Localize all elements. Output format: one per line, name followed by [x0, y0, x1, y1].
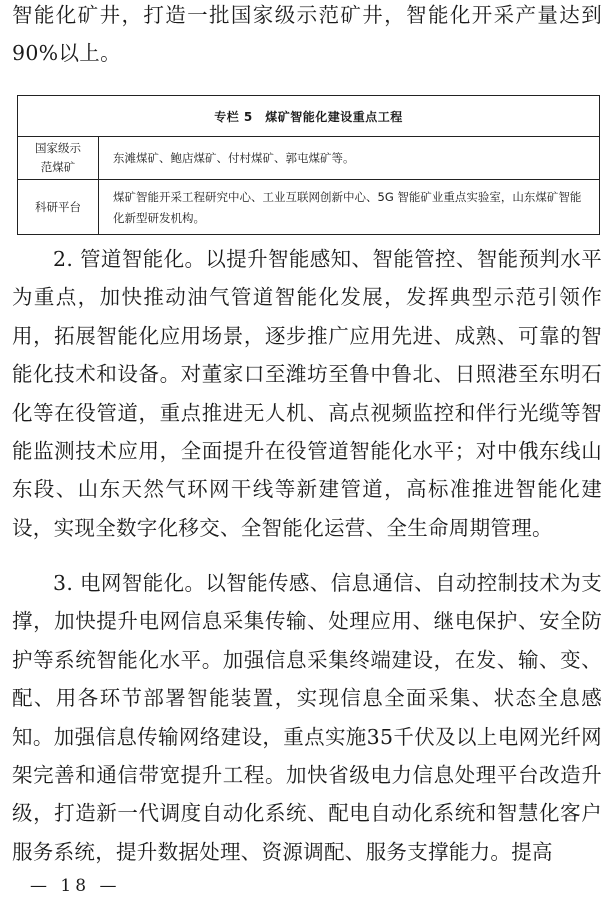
row-label-research-platforms	[18, 180, 99, 235]
row-label-demo-mines	[18, 137, 99, 179]
row-content-research-platforms	[99, 180, 599, 235]
page-number: — 18 —	[30, 876, 121, 896]
column-box-coal-mine-projects	[17, 95, 600, 235]
column-box-row-research-platforms	[18, 180, 599, 235]
paragraph-pipeline-intelligence: 2. 管道智能化。以提升智能感知、智能管控、智能预判水平为重点，加快推动油气管道智能化发展，发挥典型示范引领作用，拓展智能化应用场景，逐步推广应用先进、成熟、可靠的智能化技术和设备。对董家口至潍坊至鲁中鲁北、日照港至东明石化等在役管道，重点推进无人机、高点视频监控和伴行光缆等智能监测技术应用，全面提升在役管道智能化水平；对中俄东线山东段、山东天然气环网干线等新建管道，高标准推进智能化建设，实现全数字化移交、全智能化运营、全生命周期管理。	[12, 247, 602, 540]
paragraph-mine-intelligence-end: 智能化矿井，打造一批国家级示范矿井，智能化开采产量达到90%以上。	[12, 3, 602, 66]
paragraph-grid-intelligence: 3. 电网智能化。以智能传感、信息通信、自动控制技术为支撑，加快提升电网信息采集传输、处理应用、继电保护、安全防护等系统智能化水平。加强信息采集终端建设，在发、输、变、配、用各环节部署智能装置，实现信息全面采集、状态全息感知。加强信息传输网络建设，重点实施35千伏及以上电网光纤网架完善和通信带宽提升工程。加快省级电力信息处理平台改造升级，打造新一代调度自动化系统、配电自动化系统和智慧化客户服务系统，提升数据处理、资源调配、服务支撑能力。提高	[12, 571, 602, 864]
row-content-demo-mines	[99, 137, 599, 179]
row-label-text: 科研平台	[35, 200, 81, 214]
row-content-text: 东滩煤矿、鲍店煤矿、付村煤矿、郭屯煤矿等。	[113, 150, 355, 165]
row-label-text: 国家级示范煤矿	[35, 141, 81, 174]
column-box-row-demo-mines	[18, 137, 599, 180]
column-box-title: 专栏 5 煤矿智能化建设重点工程	[18, 96, 599, 137]
row-content-text: 煤矿智能开采工程研究中心、工业互联网创新中心、5G 智能矿业重点实验室，山东煤矿智能化新型研发机构。	[113, 189, 582, 225]
